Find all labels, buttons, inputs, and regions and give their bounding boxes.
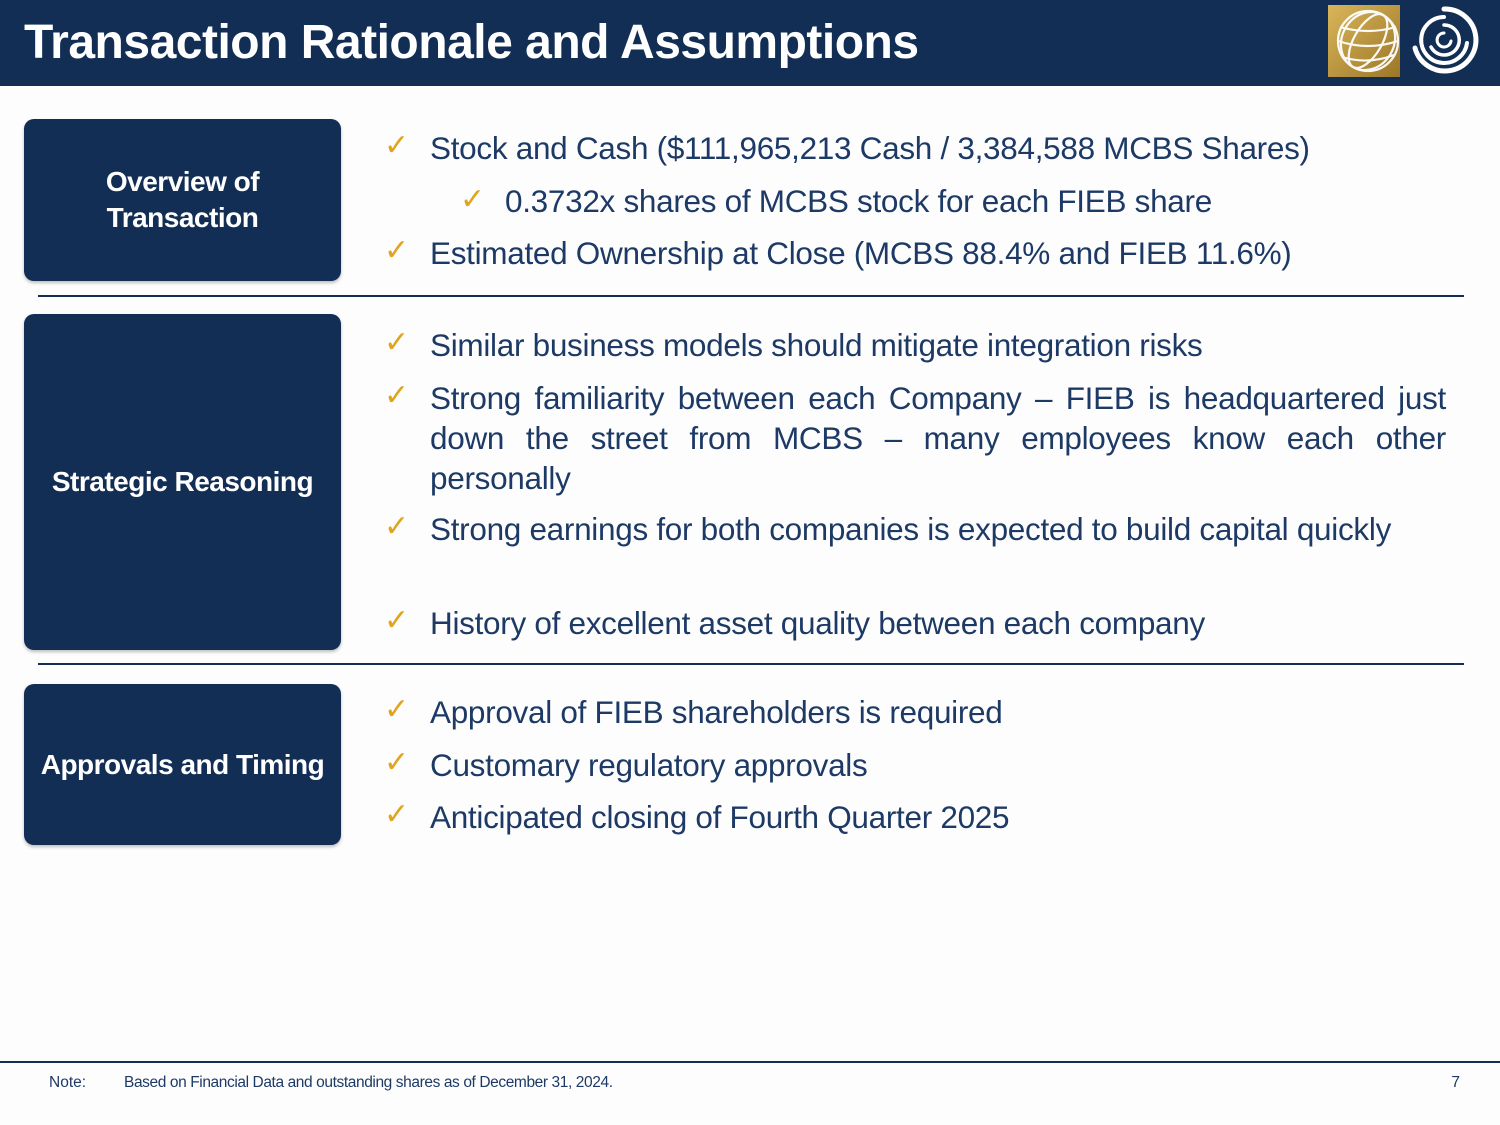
check-icon: ✓ [384, 604, 410, 637]
check-icon: ✓ [384, 234, 410, 267]
bullet-text: Anticipated closing of Fourth Quarter 2025 [430, 799, 1010, 835]
page-title: Transaction Rationale and Assumptions [24, 16, 919, 69]
bullet-text: Estimated Ownership at Close (MCBS 88.4% and FIEB 11.6%) [430, 235, 1292, 271]
header-bar [0, 0, 1500, 86]
footer-note-label: Note: [49, 1074, 87, 1091]
section-divider [38, 663, 1464, 665]
check-icon: ✓ [384, 510, 410, 543]
section-label: Strategic Reasoning [51, 466, 314, 497]
footer-note-text: Based on Financial Data and outstanding shares as of December 31, 2024. [124, 1074, 613, 1091]
bullet-text: Strong earnings for both companies is expected to build capital quickly [430, 511, 1392, 547]
check-icon: ✓ [384, 379, 410, 412]
section-label: Approvals and Timing [40, 748, 325, 780]
check-icon: ✓ [384, 746, 410, 779]
bullet-text: History of excellent asset quality between each company [430, 605, 1205, 641]
swirl-logo-icon [1407, 3, 1481, 77]
check-icon: ✓ [384, 326, 410, 359]
check-icon: ✓ [384, 129, 410, 162]
bullet-text: Approval of FIEB shareholders is required [430, 694, 1003, 730]
check-icon: ✓ [384, 798, 410, 831]
globe-logo-icon [1328, 5, 1400, 77]
section-strategic-box [24, 314, 341, 650]
bullet-text: Strong familiarity between each Company – FIEB is headquartered just down the street from MCBS – many employees know each other personally [430, 380, 1446, 496]
section-overview-box [24, 119, 341, 281]
bullet-text: Stock and Cash ($111,965,213 Cash / 3,384,588 MCBS Shares) [430, 130, 1310, 166]
section-approvals-box [24, 684, 341, 845]
page-number: 7 [1451, 1074, 1460, 1091]
check-icon: ✓ [460, 183, 486, 216]
bullet-text: 0.3732x shares of MCBS stock for each FIEB share [505, 183, 1212, 219]
check-icon: ✓ [384, 693, 410, 726]
bullet-text: Similar business models should mitigate integration risks [430, 327, 1203, 363]
footer-divider [0, 1061, 1500, 1063]
section-label: Overview of Transaction [105, 166, 260, 233]
bullet-text: Customary regulatory approvals [430, 747, 868, 783]
section-divider [38, 295, 1464, 297]
